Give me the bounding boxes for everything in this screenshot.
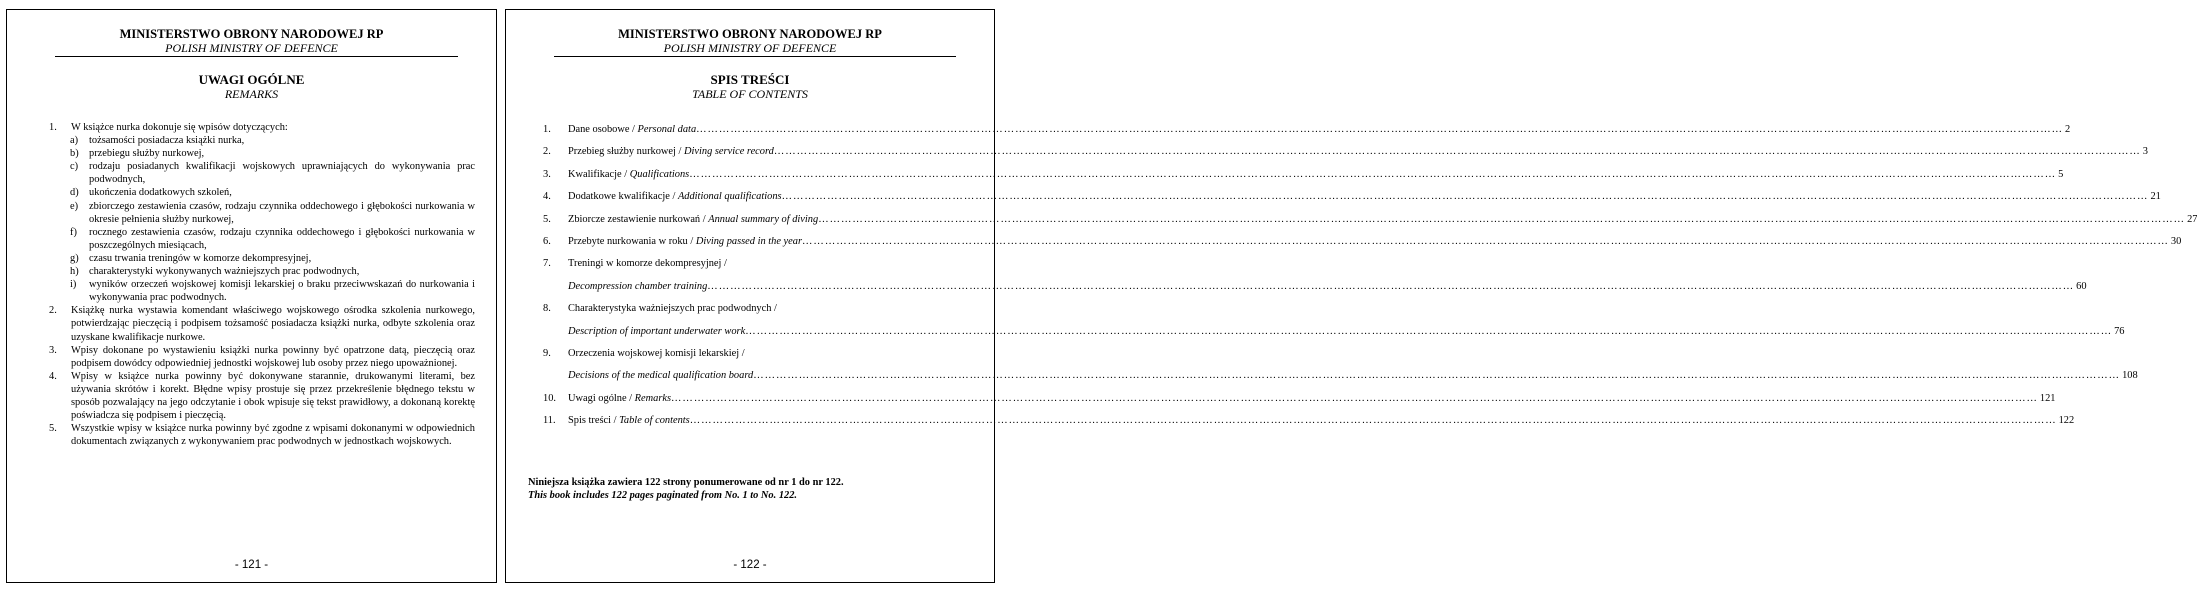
subitem-letter: h) [70, 266, 79, 278]
remark-item [49, 344, 475, 370]
toc-page: 27 [2187, 213, 2197, 225]
toc-row [543, 257, 965, 279]
toc-row [543, 280, 2087, 302]
toc-label-pl: Przebieg służby nurkowej / [568, 146, 685, 158]
left-page [6, 9, 497, 583]
toc-label [568, 123, 696, 136]
remark-subitem [49, 134, 475, 147]
toc-leader-dots: ……………………………………………………………………………………………………………………………………………………………………………………………………………………………………………………………………………………………………………………………… [802, 235, 2169, 247]
toc-entry [568, 392, 2056, 405]
remark-item [49, 422, 475, 448]
title-en: TABLE OF CONTENTS [692, 87, 808, 101]
toc-leader-dots: ……………………………………………………………………………………………………………………………………………………………………………………………………………………………………………………………………………………………………………………………… [818, 213, 2186, 225]
toc-label-en: Diving passed in the year [695, 235, 803, 247]
title-pl: SPIS TREŚCI [710, 72, 790, 87]
toc-label-en: Remarks [634, 392, 672, 404]
subitem-letter: g) [70, 252, 79, 264]
toc-number: 3. [543, 168, 551, 180]
toc-number: 7. [543, 258, 551, 270]
ministry-name-pl: MINISTERSTWO OBRONY NARODOWEJ RP [618, 27, 882, 41]
ministry-name-en: POLISH MINISTRY OF DEFENCE [663, 41, 837, 55]
remarks-list [49, 121, 475, 448]
toc-label-en: Table of contents [619, 415, 690, 427]
toc-row [543, 168, 2064, 190]
page-count-note-pl: Niniejsza książka zawiera 122 strony ponumerowane od nr 1 do nr 122. [528, 477, 844, 488]
subitem-letter: i) [70, 279, 77, 291]
toc-row [543, 123, 2071, 145]
toc-page: 30 [2170, 235, 2182, 247]
toc-leader-dots: ……………………………………………………………………………………………………………………………………………………………………………………………………………………………………………………………………………………………………………………………… [773, 146, 2141, 158]
page-number: - 122 - [733, 559, 767, 571]
toc-number: 11. [543, 415, 556, 427]
toc-page: 21 [2150, 191, 2161, 203]
remark-number: 5. [49, 423, 57, 435]
toc-entry [568, 414, 2075, 427]
toc-row [543, 302, 965, 324]
remark-subitem [49, 160, 475, 186]
toc-leader-dots: ……………………………………………………………………………………………………………………………………………………………………………………………………………………………………………………………………………………………………………………………… [745, 325, 2113, 337]
toc-page: 60 [2076, 280, 2087, 292]
title-pl: UWAGI OGÓLNE [198, 72, 305, 87]
remark-subitem [49, 265, 475, 278]
remark-subitem [49, 200, 475, 226]
toc-row [543, 414, 2075, 436]
toc-page: 76 [2114, 325, 2125, 337]
remark-subitem [49, 278, 475, 304]
toc-label-pl: Dodatkowe kwalifikacje / [568, 191, 678, 203]
toc-title [506, 72, 994, 101]
remark-number: 3. [49, 344, 57, 356]
toc-label [568, 325, 745, 338]
toc-label [568, 347, 745, 360]
toc-entry [568, 190, 2161, 203]
toc-leader-dots: ……………………………………………………………………………………………………………………………………………………………………………………………………………………………………………………………………………………………………………………………… [689, 415, 2057, 427]
toc-entry [568, 145, 2148, 158]
toc-label-en: Personal data [637, 124, 697, 135]
toc-entry [568, 302, 965, 315]
subitem-letter: c) [70, 161, 79, 173]
toc-leader-dots: ……………………………………………………………………………………………………………………………………………………………………………………………………………………………………………………………………………………………………………………………… [696, 124, 2064, 135]
toc-leader-dots: ……………………………………………………………………………………………………………………………………………………………………………………………………………………………………………………………………………………………………………………………… [707, 280, 2075, 292]
toc-number: 10. [543, 392, 556, 404]
toc-label-en: Qualifications [629, 168, 690, 180]
table-of-contents [543, 123, 2197, 436]
toc-label [568, 190, 782, 203]
page-number: - 121 - [234, 559, 269, 571]
remark-text: W książce nurka dokonuje się wpisów dotyczących: [71, 122, 288, 133]
toc-label [568, 168, 689, 181]
toc-label [568, 280, 707, 293]
toc-leader-dots: ……………………………………………………………………………………………………………………………………………………………………………………………………………………………………………………………………………………………………………………………… [781, 191, 2149, 203]
page-count-note-en: This book includes 122 pages paginated from No. 1 to No. 122. [528, 490, 798, 501]
remark-number: 1. [49, 122, 57, 133]
toc-label [568, 302, 777, 315]
remark-item [49, 121, 475, 304]
toc-label-pl: Spis treści / [568, 415, 620, 427]
right-page [505, 9, 2197, 583]
toc-leader-dots: ……………………………………………………………………………………………………………………………………………………………………………………………………………………………………………………………………………………………………………………………… [753, 370, 2121, 382]
subitem-text: wyników orzeczeń wojskowej komisji lekarskiej o braku przeciwwskazań do nurkowania i wykonywania prac podwodnych. [89, 279, 475, 304]
toc-label [568, 145, 774, 158]
toc-leader-dots: ……………………………………………………………………………………………………………………………………………………………………………………………………………………………………………………………………………………………………………………………… [671, 392, 2038, 404]
remark-number: 4. [49, 370, 57, 382]
subitem-text: czasu trwania treningów w komorze dekompresyjnej, [89, 252, 312, 264]
title-en: REMARKS [224, 87, 279, 101]
toc-label [568, 257, 727, 270]
subitem-text: ukończenia dodatkowych szkoleń, [89, 187, 232, 199]
toc-label-pl: Kwalifikacje / [568, 168, 630, 180]
toc-label-pl: Uwagi ogólne / [568, 392, 635, 404]
ministry-header [7, 27, 496, 55]
toc-label-en: Description of important underwater work [568, 325, 746, 337]
remark-number: 2. [49, 305, 57, 317]
toc-entry [568, 347, 965, 360]
subitem-letter: d) [70, 187, 79, 199]
remark-item [49, 370, 475, 422]
toc-page: 5 [2058, 168, 2064, 180]
toc-leader-dots: ……………………………………………………………………………………………………………………………………………………………………………………………………………………………………………………………………………………………………………………………… [689, 168, 2057, 180]
subitem-text: zbiorczego zestawienia czasów, rodzaju czynnika oddechowego i głębokości nurkowania w okresie pełnienia służby nurkowej, [89, 200, 475, 225]
toc-entry [568, 369, 2138, 382]
remark-text: Książkę nurka wystawia komendant właściwego wojskowego ośrodka szkolenia nurkowego, potwierdzając pieczęcią i podpisem tożsamość posiadacza książki nurka, odbyte szkolenia oraz uzyskane kwalifikacje nurkowe. [71, 305, 475, 343]
toc-label-pl: Treningi w komorze dekompresyjnej / [568, 258, 727, 270]
remark-text: Wpisy w książce nurka powinny być dokonywane starannie, drukowanymi literami, bez używania skrótów i korekt. Błędne wpisy prostuje się przez przekreślenie błędnego tekstu w sposób pozwalający na jego odczytanie i obok wpisuje się tekst prawidłowy, a dokonaną korektę poświadcza się podpisem i pieczęcią. [71, 370, 475, 422]
toc-entry [568, 235, 2182, 248]
header-rule [55, 56, 458, 57]
toc-row [543, 213, 2197, 235]
remark-item [49, 304, 475, 343]
subitem-letter: a) [70, 135, 79, 147]
toc-label [568, 414, 690, 427]
toc-number: 1. [543, 124, 551, 135]
toc-label-en: Decisions of the medical qualification board [568, 370, 754, 382]
remark-subitem [49, 186, 475, 199]
toc-entry [568, 123, 2071, 136]
header-rule [554, 56, 956, 57]
toc-label-en: Decompression chamber training [568, 280, 708, 292]
toc-number: 2. [543, 146, 551, 158]
toc-row [543, 235, 2182, 257]
subitem-letter: b) [70, 148, 79, 160]
toc-label [568, 213, 818, 226]
remark-subitem [49, 147, 475, 160]
toc-entry [568, 168, 2064, 181]
toc-entry [568, 257, 965, 270]
toc-row [543, 325, 2125, 347]
toc-label-pl: Zbiorcze zestawienie nurkowań / [568, 213, 709, 225]
ministry-header [506, 27, 994, 55]
toc-label-en: Additional qualifications [677, 191, 782, 203]
toc-number: 6. [543, 235, 551, 247]
toc-entry [568, 213, 2197, 226]
toc-row [543, 145, 2148, 167]
toc-label [568, 392, 671, 405]
remark-subitem [49, 226, 475, 252]
remark-text: Wpisy dokonane po wystawieniu książki nurka powinny być opatrzone datą, pieczęcią oraz podpisem dowódcy odpowiedniej jednostki wojskowej lub osoby przez niego upoważnionej. [71, 344, 475, 369]
toc-label-en: Diving service record [684, 146, 774, 158]
toc-number: 9. [543, 347, 551, 359]
toc-label-pl: Orzeczenia wojskowej komisji lekarskiej / [568, 347, 745, 359]
toc-entry [568, 325, 2125, 338]
toc-page: 2 [2065, 124, 2071, 135]
toc-row [543, 347, 965, 369]
toc-row [543, 369, 2138, 391]
remark-sublist [49, 134, 475, 304]
toc-page: 122 [2058, 415, 2075, 427]
toc-label-en: Annual summary of diving [708, 213, 819, 225]
toc-label-pl: Dane osobowe / [568, 124, 638, 135]
toc-row [543, 392, 2056, 414]
toc-number: 5. [543, 213, 551, 225]
toc-row [543, 190, 2161, 212]
toc-label [568, 235, 802, 248]
subitem-text: rodzaju posiadanych kwalifikacji wojskowych uprawniających do wykonywania prac podwodnych, [89, 161, 475, 186]
toc-page: 3 [2142, 146, 2148, 158]
subitem-text: tożsamości posiadacza książki nurka, [89, 135, 245, 147]
toc-number: 8. [543, 303, 551, 315]
toc-page: 108 [2122, 370, 2138, 382]
toc-label [568, 369, 753, 382]
toc-label-pl: Przebyte nurkowania w roku / [568, 235, 696, 247]
subitem-letter: e) [70, 200, 79, 212]
toc-number: 4. [543, 191, 551, 203]
subitem-text: charakterystyki wykonywanych ważniejszych prac podwodnych, [89, 266, 360, 278]
toc-page: 121 [2039, 392, 2056, 404]
ministry-name-en: POLISH MINISTRY OF DEFENCE [165, 41, 338, 55]
page-count-note [528, 476, 844, 502]
toc-label-pl: Charakterystyka ważniejszych prac podwodnych / [568, 303, 777, 315]
remark-text: Wszystkie wpisy w książce nurka powinny być zgodne z wpisami dokonanymi w odpowiednich dokumentach związanych z wykonywaniem prac podwodnych w jednostkach wojskowych. [71, 423, 475, 448]
remark-subitem [49, 252, 475, 265]
ministry-name-pl: MINISTERSTWO OBRONY NARODOWEJ RP [119, 27, 384, 41]
toc-entry [568, 280, 2087, 293]
subitem-text: przebiegu służby nurkowej, [89, 148, 205, 160]
remarks-title [7, 72, 496, 101]
subitem-text: rocznego zestawienia czasów, rodzaju czynnika oddechowego i głębokości nurkowania w poszczególnych miesiącach, [89, 226, 475, 251]
subitem-letter: f) [70, 226, 77, 238]
